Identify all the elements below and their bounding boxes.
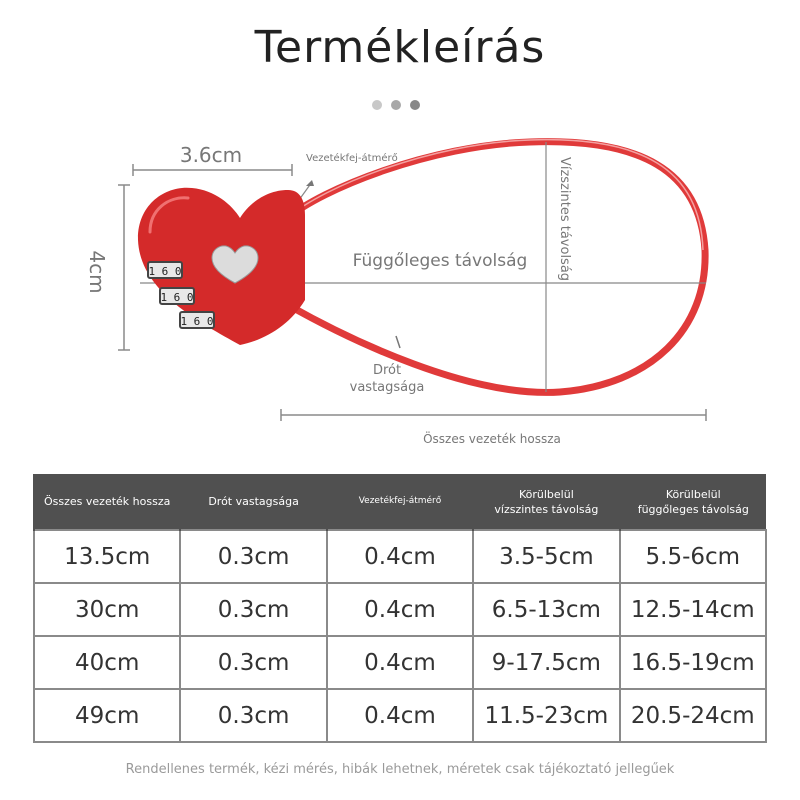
carousel-dot[interactable]: [372, 100, 382, 110]
cell-total-length: 30cm: [34, 583, 180, 636]
cell-horizontal: 9-17.5cm: [473, 636, 619, 689]
cell-wire-thickness: 0.3cm: [180, 530, 326, 583]
wire-thickness-label-line2: vastagsága: [349, 380, 425, 395]
dial-digits: 1 6 0: [180, 315, 214, 328]
header-cable-head: Vezetékfej-átmérő: [327, 474, 473, 530]
wire-thickness-label-line1: Drót: [372, 363, 402, 378]
carousel-dots: [372, 100, 432, 112]
cell-vertical: 16.5-19cm: [620, 636, 766, 689]
product-illustration: [0, 120, 800, 460]
disclaimer-note: Rendellenes termék, kézi mérés, hibák lehetnek, méretek csak tájékoztató jellegűek: [125, 762, 675, 777]
cell-total-length: 13.5cm: [34, 530, 180, 583]
header-total-length: Összes vezeték hossza: [34, 474, 180, 530]
cell-horizontal: 3.5-5cm: [473, 530, 619, 583]
spec-table: [33, 474, 767, 743]
table-row: [34, 636, 766, 689]
cell-vertical: 20.5-24cm: [620, 689, 766, 742]
table-row: [34, 583, 766, 636]
table-header-row: [34, 474, 766, 530]
cable-head-label: Vezetékfej-átmérő: [306, 153, 398, 164]
header-wire-thickness: Drót vastagsága: [180, 474, 326, 530]
vertical-distance-label: Függőleges távolság: [352, 251, 528, 271]
dial-digits: 1 6 0: [148, 265, 182, 278]
combination-dial[interactable]: [180, 312, 214, 328]
cell-cable-head: 0.4cm: [327, 689, 473, 742]
table-row: [34, 530, 766, 583]
carousel-dot[interactable]: [410, 100, 420, 110]
arrow-icon: [306, 180, 314, 186]
cell-wire-thickness: 0.3cm: [180, 583, 326, 636]
carousel-dot[interactable]: [391, 100, 401, 110]
height-label: 4cm: [85, 250, 109, 294]
combination-dial[interactable]: [160, 288, 194, 304]
cell-total-length: 40cm: [34, 636, 180, 689]
header-horizontal: Körülbelül vízszintes távolság: [473, 474, 619, 530]
total-length-label: Összes vezeték hossza: [423, 432, 561, 446]
width-label: 3.6cm: [179, 143, 243, 167]
cell-vertical: 12.5-14cm: [620, 583, 766, 636]
page-title: Termékleírás: [254, 22, 546, 73]
cell-horizontal: 11.5-23cm: [473, 689, 619, 742]
cell-vertical: 5.5-6cm: [620, 530, 766, 583]
cell-wire-thickness: 0.3cm: [180, 636, 326, 689]
cell-wire-thickness: 0.3cm: [180, 689, 326, 742]
cell-total-length: 49cm: [34, 689, 180, 742]
wire-thickness-tick: [396, 336, 400, 348]
cell-cable-head: 0.4cm: [327, 530, 473, 583]
header-vertical: Körülbelül függőleges távolság: [620, 474, 766, 530]
horizontal-distance-label: Vízszintes távolság: [557, 156, 572, 282]
table-row: [34, 689, 766, 742]
cell-cable-head: 0.4cm: [327, 583, 473, 636]
cell-cable-head: 0.4cm: [327, 636, 473, 689]
total-length-dimension: [281, 409, 706, 421]
dial-digits: 1 6 0: [160, 291, 194, 304]
cell-horizontal: 6.5-13cm: [473, 583, 619, 636]
height-dimension: [118, 185, 130, 350]
combination-dial[interactable]: [148, 262, 182, 278]
